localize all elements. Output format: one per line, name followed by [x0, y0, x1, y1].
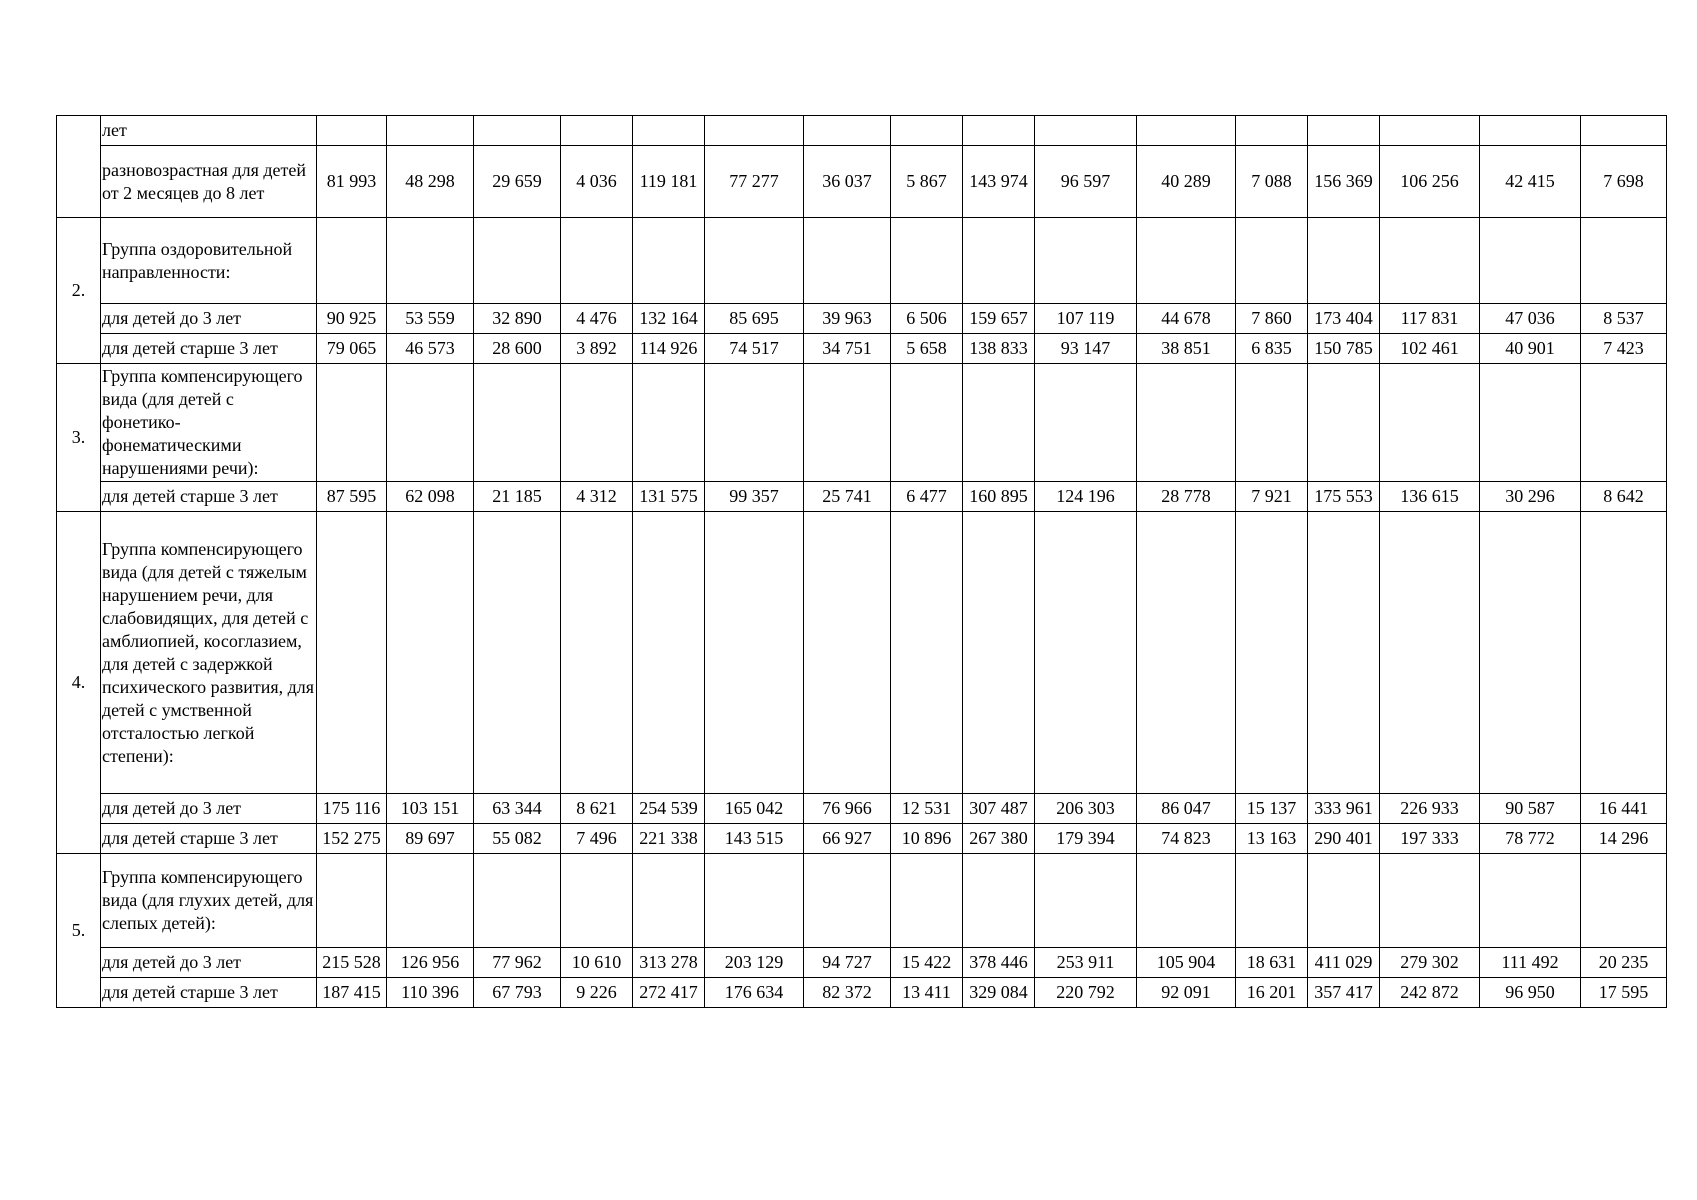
value-cell	[561, 512, 633, 794]
value-cell: 53 559	[387, 304, 474, 334]
value-cell	[804, 854, 891, 948]
value-cell	[1137, 512, 1236, 794]
value-cell: 7 496	[561, 824, 633, 854]
value-cell: 4 476	[561, 304, 633, 334]
value-cell: 8 642	[1581, 482, 1667, 512]
value-cell	[1480, 512, 1581, 794]
value-cell	[1308, 854, 1380, 948]
value-cell: 357 417	[1308, 978, 1380, 1008]
value-cell: 90 587	[1480, 794, 1581, 824]
value-cell	[633, 218, 705, 304]
value-cell: 152 275	[317, 824, 387, 854]
value-cell: 21 185	[474, 482, 561, 512]
value-cell	[633, 512, 705, 794]
value-cell: 62 098	[387, 482, 474, 512]
value-cell: 106 256	[1380, 146, 1480, 218]
value-cell: 44 678	[1137, 304, 1236, 334]
row-label: лет	[101, 116, 317, 146]
value-cell	[891, 218, 963, 304]
value-cell: 10 610	[561, 948, 633, 978]
value-cell: 143 974	[963, 146, 1035, 218]
value-cell: 175 116	[317, 794, 387, 824]
row-label: Группа компенсирующего вида (для глухих детей, для слепых детей):	[101, 854, 317, 948]
value-cell: 40 289	[1137, 146, 1236, 218]
value-cell: 93 147	[1035, 334, 1137, 364]
value-cell: 89 697	[387, 824, 474, 854]
value-cell	[705, 218, 804, 304]
value-cell	[1380, 854, 1480, 948]
row-label: для детей до 3 лет	[101, 304, 317, 334]
row-label: для детей старше 3 лет	[101, 334, 317, 364]
value-cell: 74 823	[1137, 824, 1236, 854]
value-cell: 136 615	[1380, 482, 1480, 512]
value-cell: 16 441	[1581, 794, 1667, 824]
value-cell: 173 404	[1308, 304, 1380, 334]
value-cell	[1137, 364, 1236, 482]
value-cell: 77 277	[705, 146, 804, 218]
row-label: для детей старше 3 лет	[101, 482, 317, 512]
value-cell	[387, 364, 474, 482]
value-cell	[387, 854, 474, 948]
value-cell	[963, 364, 1035, 482]
row-label: для детей старше 3 лет	[101, 978, 317, 1008]
row-number: 5.	[57, 854, 101, 1008]
value-cell: 254 539	[633, 794, 705, 824]
value-cell	[474, 218, 561, 304]
value-cell: 32 890	[474, 304, 561, 334]
value-cell: 38 851	[1137, 334, 1236, 364]
value-cell	[1380, 218, 1480, 304]
value-cell: 107 119	[1035, 304, 1137, 334]
value-cell	[1236, 512, 1308, 794]
value-cell: 105 904	[1137, 948, 1236, 978]
value-cell: 48 298	[387, 146, 474, 218]
value-cell	[317, 854, 387, 948]
value-cell	[963, 854, 1035, 948]
table-row	[57, 482, 1667, 512]
value-cell: 7 088	[1236, 146, 1308, 218]
value-cell	[1581, 854, 1667, 948]
value-cell	[1380, 116, 1480, 146]
value-cell: 94 727	[804, 948, 891, 978]
value-cell: 66 927	[804, 824, 891, 854]
value-cell: 333 961	[1308, 794, 1380, 824]
table-row	[57, 304, 1667, 334]
value-cell: 40 901	[1480, 334, 1581, 364]
value-cell	[387, 218, 474, 304]
value-cell	[1236, 116, 1308, 146]
value-cell: 206 303	[1035, 794, 1137, 824]
value-cell: 18 631	[1236, 948, 1308, 978]
value-cell	[317, 364, 387, 482]
value-cell: 15 137	[1236, 794, 1308, 824]
value-cell: 74 517	[705, 334, 804, 364]
value-cell: 175 553	[1308, 482, 1380, 512]
value-cell	[561, 364, 633, 482]
value-cell: 203 129	[705, 948, 804, 978]
value-cell	[474, 364, 561, 482]
value-cell	[1380, 364, 1480, 482]
value-cell	[1035, 364, 1137, 482]
value-cell: 307 487	[963, 794, 1035, 824]
value-cell: 77 962	[474, 948, 561, 978]
value-cell: 179 394	[1035, 824, 1137, 854]
value-cell	[317, 116, 387, 146]
value-cell	[317, 512, 387, 794]
value-cell: 290 401	[1308, 824, 1380, 854]
value-cell	[474, 854, 561, 948]
value-cell: 8 621	[561, 794, 633, 824]
value-cell	[1137, 218, 1236, 304]
row-label: для детей до 3 лет	[101, 948, 317, 978]
value-cell	[1480, 854, 1581, 948]
value-cell: 86 047	[1137, 794, 1236, 824]
value-cell: 411 029	[1308, 948, 1380, 978]
table-row	[57, 794, 1667, 824]
value-cell: 90 925	[317, 304, 387, 334]
value-cell: 156 369	[1308, 146, 1380, 218]
table-row	[57, 218, 1667, 304]
value-cell: 160 895	[963, 482, 1035, 512]
value-cell: 6 835	[1236, 334, 1308, 364]
value-cell	[1581, 116, 1667, 146]
value-cell: 16 201	[1236, 978, 1308, 1008]
value-cell: 103 151	[387, 794, 474, 824]
value-cell: 96 950	[1480, 978, 1581, 1008]
value-cell: 159 657	[963, 304, 1035, 334]
value-cell: 102 461	[1380, 334, 1480, 364]
table-row	[57, 854, 1667, 948]
row-label: Группа компенсирующего вида (для детей с фонетико-фонематическими нарушениями речи):	[101, 364, 317, 482]
value-cell: 242 872	[1380, 978, 1480, 1008]
value-cell	[963, 512, 1035, 794]
value-cell: 220 792	[1035, 978, 1137, 1008]
value-cell: 126 956	[387, 948, 474, 978]
value-cell	[1581, 218, 1667, 304]
value-cell: 150 785	[1308, 334, 1380, 364]
value-cell: 267 380	[963, 824, 1035, 854]
value-cell: 114 926	[633, 334, 705, 364]
value-cell: 197 333	[1380, 824, 1480, 854]
value-cell	[1308, 512, 1380, 794]
value-cell	[1308, 364, 1380, 482]
value-cell	[1581, 512, 1667, 794]
value-cell: 119 181	[633, 146, 705, 218]
value-cell: 87 595	[317, 482, 387, 512]
value-cell	[561, 854, 633, 948]
value-cell: 279 302	[1380, 948, 1480, 978]
value-cell	[633, 364, 705, 482]
row-label: для детей старше 3 лет	[101, 824, 317, 854]
row-number	[57, 116, 101, 218]
value-cell	[1581, 364, 1667, 482]
value-cell	[474, 512, 561, 794]
row-label: для детей до 3 лет	[101, 794, 317, 824]
value-cell	[561, 116, 633, 146]
value-cell: 13 411	[891, 978, 963, 1008]
value-cell: 4 312	[561, 482, 633, 512]
value-cell: 47 036	[1480, 304, 1581, 334]
value-cell: 39 963	[804, 304, 891, 334]
value-cell: 15 422	[891, 948, 963, 978]
value-cell: 78 772	[1480, 824, 1581, 854]
value-cell: 36 037	[804, 146, 891, 218]
table-row	[57, 364, 1667, 482]
value-cell	[1137, 116, 1236, 146]
table-row	[57, 824, 1667, 854]
value-cell: 253 911	[1035, 948, 1137, 978]
value-cell: 13 163	[1236, 824, 1308, 854]
value-cell: 67 793	[474, 978, 561, 1008]
value-cell	[891, 854, 963, 948]
value-cell	[1035, 512, 1137, 794]
value-cell	[705, 116, 804, 146]
value-cell: 29 659	[474, 146, 561, 218]
value-cell	[1236, 854, 1308, 948]
value-cell: 7 423	[1581, 334, 1667, 364]
value-cell: 4 036	[561, 146, 633, 218]
value-cell	[963, 116, 1035, 146]
value-cell	[804, 512, 891, 794]
value-cell: 81 993	[317, 146, 387, 218]
table-row	[57, 146, 1667, 218]
value-cell	[804, 116, 891, 146]
value-cell: 34 751	[804, 334, 891, 364]
value-cell	[804, 218, 891, 304]
value-cell: 63 344	[474, 794, 561, 824]
value-cell: 28 778	[1137, 482, 1236, 512]
value-cell	[1308, 218, 1380, 304]
value-cell: 176 634	[705, 978, 804, 1008]
value-cell	[705, 364, 804, 482]
value-cell	[1035, 218, 1137, 304]
value-cell: 7 860	[1236, 304, 1308, 334]
value-cell	[1236, 218, 1308, 304]
value-cell	[891, 364, 963, 482]
value-cell	[705, 512, 804, 794]
row-label: разновозрастная для детей от 2 месяцев до 8 лет	[101, 146, 317, 218]
row-label: Группа оздоровительной направленности:	[101, 218, 317, 304]
value-cell	[705, 854, 804, 948]
value-cell: 14 296	[1581, 824, 1667, 854]
value-cell: 9 226	[561, 978, 633, 1008]
value-cell: 55 082	[474, 824, 561, 854]
row-number: 3.	[57, 364, 101, 512]
value-cell: 5 867	[891, 146, 963, 218]
value-cell	[1035, 116, 1137, 146]
value-cell: 46 573	[387, 334, 474, 364]
value-cell: 313 278	[633, 948, 705, 978]
value-cell: 131 575	[633, 482, 705, 512]
value-cell: 25 741	[804, 482, 891, 512]
value-cell: 10 896	[891, 824, 963, 854]
value-cell: 3 892	[561, 334, 633, 364]
value-cell: 12 531	[891, 794, 963, 824]
value-cell	[474, 116, 561, 146]
value-cell: 117 831	[1380, 304, 1480, 334]
value-cell: 30 296	[1480, 482, 1581, 512]
value-cell: 17 595	[1581, 978, 1667, 1008]
value-cell: 378 446	[963, 948, 1035, 978]
value-cell: 143 515	[705, 824, 804, 854]
value-cell: 110 396	[387, 978, 474, 1008]
table-row	[57, 334, 1667, 364]
value-cell	[1308, 116, 1380, 146]
value-cell: 96 597	[1035, 146, 1137, 218]
value-cell: 165 042	[705, 794, 804, 824]
value-cell: 226 933	[1380, 794, 1480, 824]
value-cell	[317, 218, 387, 304]
value-cell	[633, 854, 705, 948]
table-row	[57, 978, 1667, 1008]
value-cell	[804, 364, 891, 482]
value-cell: 85 695	[705, 304, 804, 334]
value-cell: 82 372	[804, 978, 891, 1008]
table-row	[57, 512, 1667, 794]
value-cell	[1480, 116, 1581, 146]
value-cell: 5 658	[891, 334, 963, 364]
value-cell: 42 415	[1480, 146, 1581, 218]
value-cell	[963, 218, 1035, 304]
value-cell	[1480, 218, 1581, 304]
row-number: 2.	[57, 218, 101, 364]
row-number: 4.	[57, 512, 101, 854]
table-row	[57, 116, 1667, 146]
value-cell: 6 477	[891, 482, 963, 512]
value-cell: 7 921	[1236, 482, 1308, 512]
value-cell: 92 091	[1137, 978, 1236, 1008]
value-cell: 221 338	[633, 824, 705, 854]
value-cell: 124 196	[1035, 482, 1137, 512]
value-cell	[387, 512, 474, 794]
value-cell: 28 600	[474, 334, 561, 364]
value-cell: 6 506	[891, 304, 963, 334]
tariff-table	[56, 115, 1667, 1008]
table-row	[57, 948, 1667, 978]
value-cell: 99 357	[705, 482, 804, 512]
row-label: Группа компенсирующего вида (для детей с тяжелым нарушением речи, для слабовидящих, для детей с амблиопией, косоглазием, для детей с задержкой психического развития, для детей с умственной отсталостью легкой степени):	[101, 512, 317, 794]
value-cell	[387, 116, 474, 146]
value-cell: 272 417	[633, 978, 705, 1008]
value-cell: 20 235	[1581, 948, 1667, 978]
value-cell	[1137, 854, 1236, 948]
value-cell	[1380, 512, 1480, 794]
value-cell	[561, 218, 633, 304]
value-cell: 7 698	[1581, 146, 1667, 218]
value-cell	[891, 116, 963, 146]
value-cell	[891, 512, 963, 794]
value-cell: 187 415	[317, 978, 387, 1008]
value-cell	[1236, 364, 1308, 482]
value-cell: 76 966	[804, 794, 891, 824]
value-cell: 111 492	[1480, 948, 1581, 978]
value-cell	[1035, 854, 1137, 948]
value-cell: 8 537	[1581, 304, 1667, 334]
value-cell	[633, 116, 705, 146]
value-cell	[1480, 364, 1581, 482]
value-cell: 215 528	[317, 948, 387, 978]
value-cell: 79 065	[317, 334, 387, 364]
value-cell: 138 833	[963, 334, 1035, 364]
value-cell: 329 084	[963, 978, 1035, 1008]
value-cell: 132 164	[633, 304, 705, 334]
